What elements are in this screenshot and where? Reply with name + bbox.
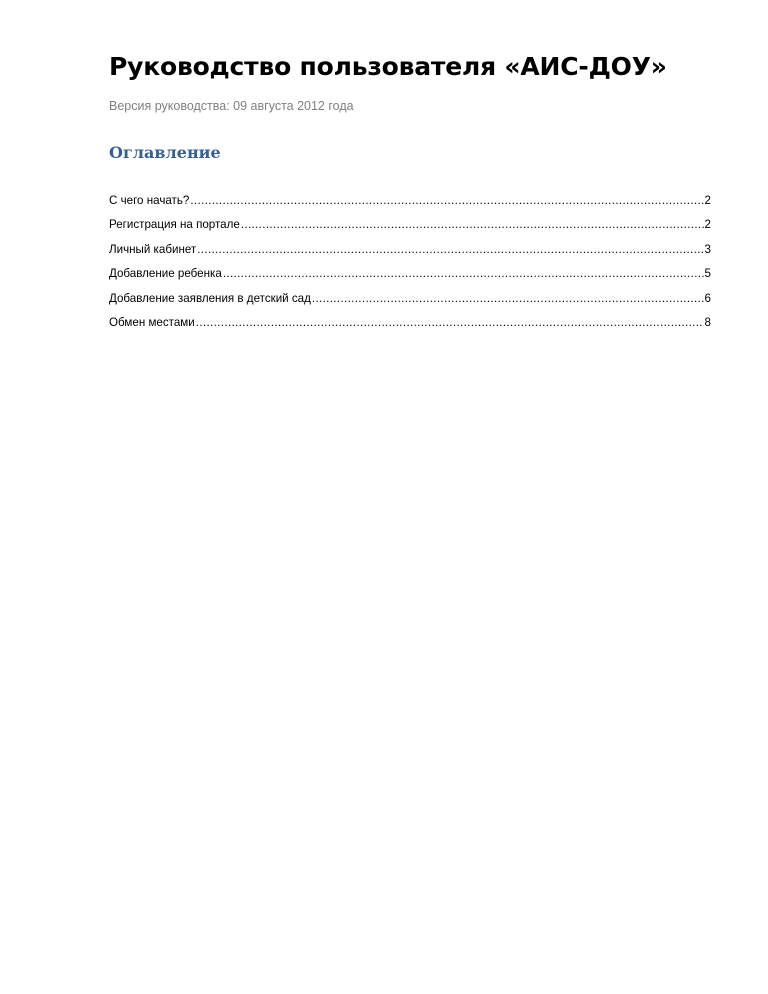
- toc-entry-page: 5: [704, 267, 711, 281]
- toc-entry-add-child[interactable]: [109, 265, 711, 289]
- toc-entry-add-application[interactable]: [109, 290, 711, 314]
- toc-heading: Оглавление: [109, 143, 221, 162]
- toc-dot-leader: [312, 290, 704, 308]
- toc-entry-page: 3: [704, 242, 711, 256]
- toc-entry-place-exchange[interactable]: [109, 314, 711, 338]
- toc-entry-label: Регистрация на портале: [109, 218, 240, 232]
- toc-entry-registration[interactable]: [109, 216, 711, 240]
- toc-dot-leader: [196, 314, 704, 332]
- toc-entry-page: 6: [704, 291, 711, 305]
- toc-entry-page: 2: [704, 218, 711, 232]
- toc-entry-label: Добавление ребенка: [109, 267, 222, 281]
- toc-dot-leader: [190, 192, 703, 210]
- table-of-contents: [109, 192, 711, 338]
- toc-entry-getting-started[interactable]: [109, 192, 711, 216]
- toc-dot-leader: [241, 216, 704, 234]
- toc-entry-personal-account[interactable]: [109, 241, 711, 265]
- toc-entry-label: Обмен местами: [109, 315, 195, 329]
- toc-entry-label: Добавление заявления в детский сад: [109, 291, 311, 305]
- toc-entry-page: 2: [704, 194, 711, 207]
- toc-dot-leader: [223, 265, 704, 283]
- document-version: Версия руководства: 09 августа 2012 года: [109, 99, 354, 113]
- toc-entry-page: 8: [704, 315, 711, 329]
- toc-entry-label: Личный кабинет: [109, 242, 197, 256]
- document-title: Руководство пользователя «АИС-ДОУ»: [109, 52, 667, 81]
- toc-entry-label: С чего начать?: [109, 194, 190, 207]
- toc-dot-leader: [197, 241, 703, 259]
